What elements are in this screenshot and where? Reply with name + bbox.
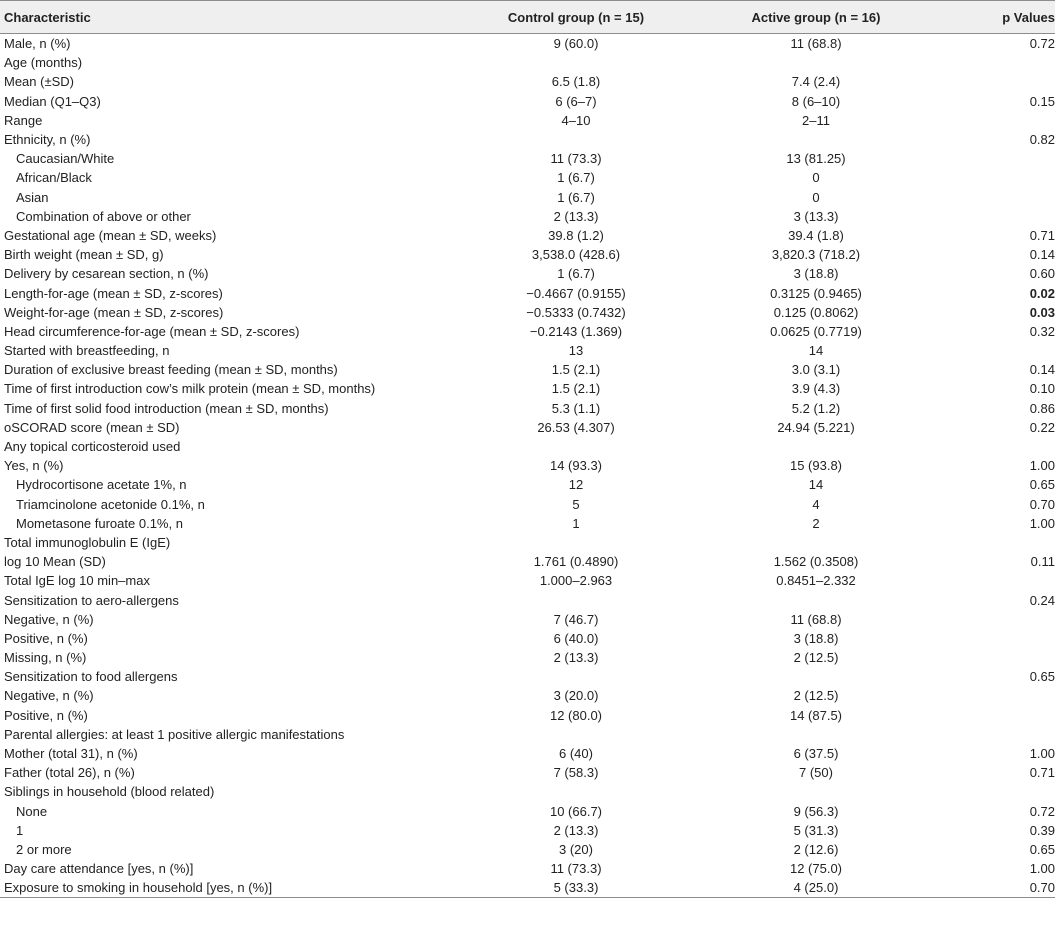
p-value: 0.65: [1029, 669, 1055, 685]
p-value: 0.70: [1029, 496, 1055, 512]
table-row: [0, 149, 1055, 168]
active-group-value: 0.8451–2.332: [776, 573, 856, 589]
control-group-value: 13: [568, 343, 584, 359]
p-value: [956, 725, 1055, 744]
active-group-value: 1.562 (0.3508): [773, 554, 859, 570]
table-row: [0, 437, 1055, 456]
table-row: [0, 264, 1055, 283]
control-group-value: 4–10: [561, 112, 591, 128]
active-group-value: 3.0 (3.1): [791, 362, 841, 378]
header-characteristic: Characteristic: [0, 1, 476, 34]
active-group-value: 0: [812, 170, 820, 186]
p-value: 0.14: [1029, 362, 1055, 378]
active-group-value: 2 (12.5): [793, 650, 839, 666]
table-row: [0, 610, 1055, 629]
control-group-value: 7 (46.7): [553, 611, 599, 627]
row-label: Combination of above or other: [16, 208, 191, 224]
table-row: [0, 571, 1055, 590]
row-label: Father (total 26), n (%): [4, 765, 135, 781]
table-row: [0, 92, 1055, 111]
active-group-value: [676, 667, 956, 686]
row-label: Triamcinolone acetonide 0.1%, n: [16, 496, 205, 512]
control-group-value: 3 (20.0): [553, 688, 599, 704]
control-group-value: 7 (58.3): [553, 765, 599, 781]
p-value: 0.72: [1029, 36, 1055, 52]
table-row: [0, 72, 1055, 91]
p-value: 1.00: [1029, 515, 1055, 531]
row-label: Sensitization to aero-allergens: [4, 592, 179, 608]
header-p-values: p Values: [956, 1, 1055, 34]
row-label: Duration of exclusive breast feeding (mean ± SD, months): [4, 362, 338, 378]
table-row: [0, 686, 1055, 705]
row-label: Total IgE log 10 min–max: [4, 573, 150, 589]
characteristics-table: [0, 1, 1055, 897]
active-group-value: 3 (13.3): [793, 208, 839, 224]
control-group-value: 1.5 (2.1): [551, 381, 601, 397]
control-group-value: [476, 782, 676, 801]
row-label: Length-for-age (mean ± SD, z-scores): [4, 285, 223, 301]
active-group-value: 3 (18.8): [793, 630, 839, 646]
p-value: 0.86: [1029, 400, 1055, 416]
control-group-value: 2 (13.3): [553, 822, 599, 838]
control-group-value: 1: [572, 515, 580, 531]
p-value: [956, 629, 1055, 648]
p-value: [956, 188, 1055, 207]
row-label: Hydrocortisone acetate 1%, n: [16, 477, 187, 493]
active-group-value: 39.4 (1.8): [788, 227, 844, 243]
active-group-value: 14 (87.5): [789, 707, 843, 723]
table-row: [0, 629, 1055, 648]
row-label: oSCORAD score (mean ± SD): [4, 419, 180, 435]
active-group-value: 14: [808, 477, 824, 493]
active-group-value: 0.125 (0.8062): [773, 304, 859, 320]
p-value: [956, 207, 1055, 226]
row-label: Time of first introduction cow’s milk protein (mean ± SD, months): [4, 381, 376, 397]
table-row: [0, 303, 1055, 322]
p-value: 0.02: [1029, 285, 1055, 301]
control-group-value: 10 (66.7): [549, 803, 603, 819]
active-group-value: [676, 533, 956, 552]
control-group-value: 3 (20): [559, 841, 593, 857]
control-group-value: 5.3 (1.1): [551, 400, 601, 416]
control-group-value: 5 (33.3): [553, 880, 599, 896]
table-row: [0, 341, 1055, 360]
table-row: [0, 590, 1055, 609]
active-group-value: [676, 725, 956, 744]
row-label: Caucasian/White: [16, 151, 115, 167]
p-value: 0.70: [1029, 880, 1055, 896]
table-body: [0, 34, 1055, 898]
active-group-value: 2–11: [802, 112, 830, 128]
active-group-value: 2 (12.6): [793, 841, 839, 857]
row-label: Male, n (%): [4, 36, 71, 52]
p-value: 0.71: [1029, 227, 1055, 243]
table-row: [0, 878, 1055, 897]
table-row: [0, 456, 1055, 475]
table-row: [0, 418, 1055, 437]
p-value: [956, 53, 1055, 72]
control-group-value: 5: [572, 496, 580, 512]
row-label: Asian: [16, 189, 49, 205]
active-group-value: [676, 782, 956, 801]
row-label: Sensitization to food allergens: [4, 669, 178, 685]
p-value: 0.11: [1030, 554, 1055, 570]
active-group-value: 2 (12.5): [793, 688, 839, 704]
row-label: Delivery by cesarean section, n (%): [4, 266, 209, 282]
row-label: Any topical corticosteroid used: [4, 439, 181, 455]
control-group-value: −0.4667 (0.9155): [526, 285, 626, 301]
table-row: [0, 226, 1055, 245]
table-row: [0, 782, 1055, 801]
p-value: 0.60: [1029, 266, 1055, 282]
table-row: [0, 360, 1055, 379]
active-group-value: 7.4 (2.4): [791, 74, 841, 90]
p-value: 0.10: [1029, 381, 1055, 397]
active-group-value: 2: [812, 515, 820, 531]
control-group-value: 11 (73.3): [550, 861, 602, 877]
header-row: [0, 1, 1055, 34]
table-row: [0, 379, 1055, 398]
table-row: [0, 840, 1055, 859]
table-header: [0, 1, 1055, 34]
p-value: 1.00: [1029, 861, 1055, 877]
p-value: [956, 149, 1055, 168]
active-group-value: 12 (75.0): [789, 861, 843, 877]
control-group-value: [476, 130, 676, 149]
table-row: [0, 495, 1055, 514]
active-group-value: 4 (25.0): [793, 880, 839, 896]
table-row: [0, 188, 1055, 207]
p-value: [956, 341, 1055, 360]
control-group-value: −0.2143 (1.369): [529, 323, 623, 339]
table-row: [0, 168, 1055, 187]
control-group-value: 1 (6.7): [557, 266, 595, 282]
table-row: [0, 207, 1055, 226]
p-value: 1.00: [1029, 746, 1055, 762]
active-group-value: 9 (56.3): [793, 803, 839, 819]
table-row: [0, 821, 1055, 840]
control-group-value: 2 (13.3): [553, 208, 599, 224]
active-group-value: [676, 590, 956, 609]
active-group-value: 3 (18.8): [793, 266, 839, 282]
control-group-value: 1.000–2.963: [539, 573, 613, 589]
control-group-value: 11 (73.3): [550, 151, 602, 167]
control-group-value: 6.5 (1.8): [551, 74, 601, 90]
table-row: [0, 475, 1055, 494]
table-row: [0, 130, 1055, 149]
active-group-value: 13 (81.25): [786, 151, 846, 167]
row-label: Missing, n (%): [4, 650, 87, 666]
row-label: 2 or more: [16, 841, 72, 857]
table-row: [0, 399, 1055, 418]
table-row: [0, 667, 1055, 686]
row-label: Range: [4, 112, 43, 128]
row-label: Positive, n (%): [4, 630, 88, 646]
control-group-value: [476, 533, 676, 552]
control-group-value: 14 (93.3): [549, 458, 603, 474]
row-label: Median (Q1–Q3): [4, 93, 101, 109]
control-group-value: 12 (80.0): [549, 707, 603, 723]
active-group-value: 7 (50): [799, 765, 833, 781]
row-label: Started with breastfeeding, n: [4, 343, 170, 359]
row-label: log 10 Mean (SD): [4, 554, 106, 570]
p-value: 0.32: [1029, 323, 1055, 339]
active-group-value: [676, 437, 956, 456]
control-group-value: 26.53 (4.307): [537, 419, 615, 435]
active-group-value: 8 (6–10): [791, 93, 841, 109]
control-group-value: 1 (6.7): [557, 189, 595, 205]
row-label: Exposure to smoking in household [yes, n (%)]: [4, 880, 273, 896]
table-row: [0, 514, 1055, 533]
active-group-value: 11 (68.8): [790, 36, 842, 52]
row-label: Mean (±SD): [4, 74, 74, 90]
p-value: [956, 72, 1055, 91]
active-group-value: 3.9 (4.3): [791, 381, 841, 397]
table-row: [0, 763, 1055, 782]
table-row: [0, 283, 1055, 302]
control-group-value: [476, 725, 676, 744]
table-row: [0, 859, 1055, 878]
row-label: Mometasone furoate 0.1%, n: [16, 515, 183, 531]
table-row: [0, 245, 1055, 264]
row-label: 1: [16, 822, 24, 838]
active-group-value: 4: [812, 496, 820, 512]
control-group-value: 6 (6–7): [555, 93, 597, 109]
p-value: [956, 111, 1055, 130]
table-row: [0, 322, 1055, 341]
row-label: Positive, n (%): [4, 707, 88, 723]
active-group-value: 14: [808, 343, 824, 359]
p-value: 0.65: [1029, 477, 1055, 493]
active-group-value: 0: [812, 189, 820, 205]
p-value: 0.15: [1029, 93, 1055, 109]
control-group-value: 39.8 (1.2): [548, 227, 604, 243]
table-row: [0, 111, 1055, 130]
p-value: [956, 610, 1055, 629]
p-value: 0.24: [1029, 592, 1055, 608]
table-row: [0, 802, 1055, 821]
table-row: [0, 725, 1055, 744]
control-group-value: [476, 590, 676, 609]
active-group-value: [676, 53, 956, 72]
control-group-value: [476, 53, 676, 72]
row-label: Negative, n (%): [4, 611, 94, 627]
p-value: 0.72: [1029, 803, 1055, 819]
p-value: 0.03: [1029, 304, 1055, 320]
table-row: [0, 706, 1055, 725]
row-label: Time of first solid food introduction (mean ± SD, months): [4, 400, 329, 416]
row-label: Birth weight (mean ± SD, g): [4, 247, 164, 263]
control-group-value: 12: [568, 477, 584, 493]
row-label: Day care attendance [yes, n (%)]: [4, 861, 194, 877]
table-row: [0, 53, 1055, 72]
row-label: Yes, n (%): [4, 458, 64, 474]
control-group-value: 9 (60.0): [553, 36, 599, 52]
active-group-value: 24.94 (5.221): [777, 419, 855, 435]
active-group-value: 15 (93.8): [789, 458, 843, 474]
p-value: 0.82: [1029, 132, 1055, 148]
control-group-value: 6 (40.0): [553, 630, 599, 646]
p-value: 0.22: [1029, 419, 1055, 435]
active-group-value: 3,820.3 (718.2): [771, 247, 861, 263]
header-active-group: Active group (n = 16): [676, 1, 956, 34]
p-value: [956, 571, 1055, 590]
table-row: [0, 34, 1055, 54]
p-value: [956, 648, 1055, 667]
p-value: 0.65: [1029, 841, 1055, 857]
p-value: 0.14: [1029, 247, 1055, 263]
table-row: [0, 744, 1055, 763]
row-label: Ethnicity, n (%): [4, 132, 91, 148]
row-label: Weight-for-age (mean ± SD, z-scores): [4, 304, 224, 320]
bottom-rule: [0, 897, 1055, 898]
p-value: [956, 437, 1055, 456]
p-value: 0.39: [1029, 822, 1055, 838]
active-group-value: 5.2 (1.2): [791, 400, 841, 416]
control-group-value: [476, 667, 676, 686]
control-group-value: −0.5333 (0.7432): [526, 304, 626, 320]
row-label: Age (months): [4, 55, 83, 71]
row-label: Siblings in household (blood related): [4, 784, 215, 800]
row-label: Total immunoglobulin E (IgE): [4, 534, 171, 550]
control-group-value: 2 (13.3): [553, 650, 599, 666]
row-label: Parental allergies: at least 1 positive allergic manifestations: [4, 726, 345, 742]
p-value: [956, 686, 1055, 705]
row-label: Negative, n (%): [4, 688, 94, 704]
p-value: [956, 168, 1055, 187]
active-group-value: 0.3125 (0.9465): [770, 285, 862, 301]
row-label: None: [16, 803, 48, 819]
control-group-value: [476, 437, 676, 456]
row-label: African/Black: [16, 170, 92, 186]
control-group-value: 1.5 (2.1): [551, 362, 601, 378]
p-value: [956, 533, 1055, 552]
table-row: [0, 648, 1055, 667]
active-group-value: 0.0625 (0.7719): [770, 323, 862, 339]
control-group-value: 6 (40): [559, 746, 593, 762]
table-row: [0, 533, 1055, 552]
p-value: 1.00: [1029, 458, 1055, 474]
p-value: [956, 706, 1055, 725]
row-label: Head circumference-for-age (mean ± SD, z-scores): [4, 323, 300, 339]
active-group-value: 6 (37.5): [793, 746, 839, 762]
table-row: [0, 552, 1055, 571]
row-label: Mother (total 31), n (%): [4, 746, 138, 762]
active-group-value: [676, 130, 956, 149]
control-group-value: 3,538.0 (428.6): [531, 247, 621, 263]
p-value: 0.71: [1029, 765, 1055, 781]
control-group-value: 1 (6.7): [557, 170, 595, 186]
row-label: Gestational age (mean ± SD, weeks): [4, 227, 217, 243]
active-group-value: 5 (31.3): [793, 822, 839, 838]
control-group-value: 1.761 (0.4890): [533, 554, 619, 570]
active-group-value: 11 (68.8): [790, 611, 842, 627]
header-control-group: Control group (n = 15): [476, 1, 676, 34]
p-value: [956, 782, 1055, 801]
